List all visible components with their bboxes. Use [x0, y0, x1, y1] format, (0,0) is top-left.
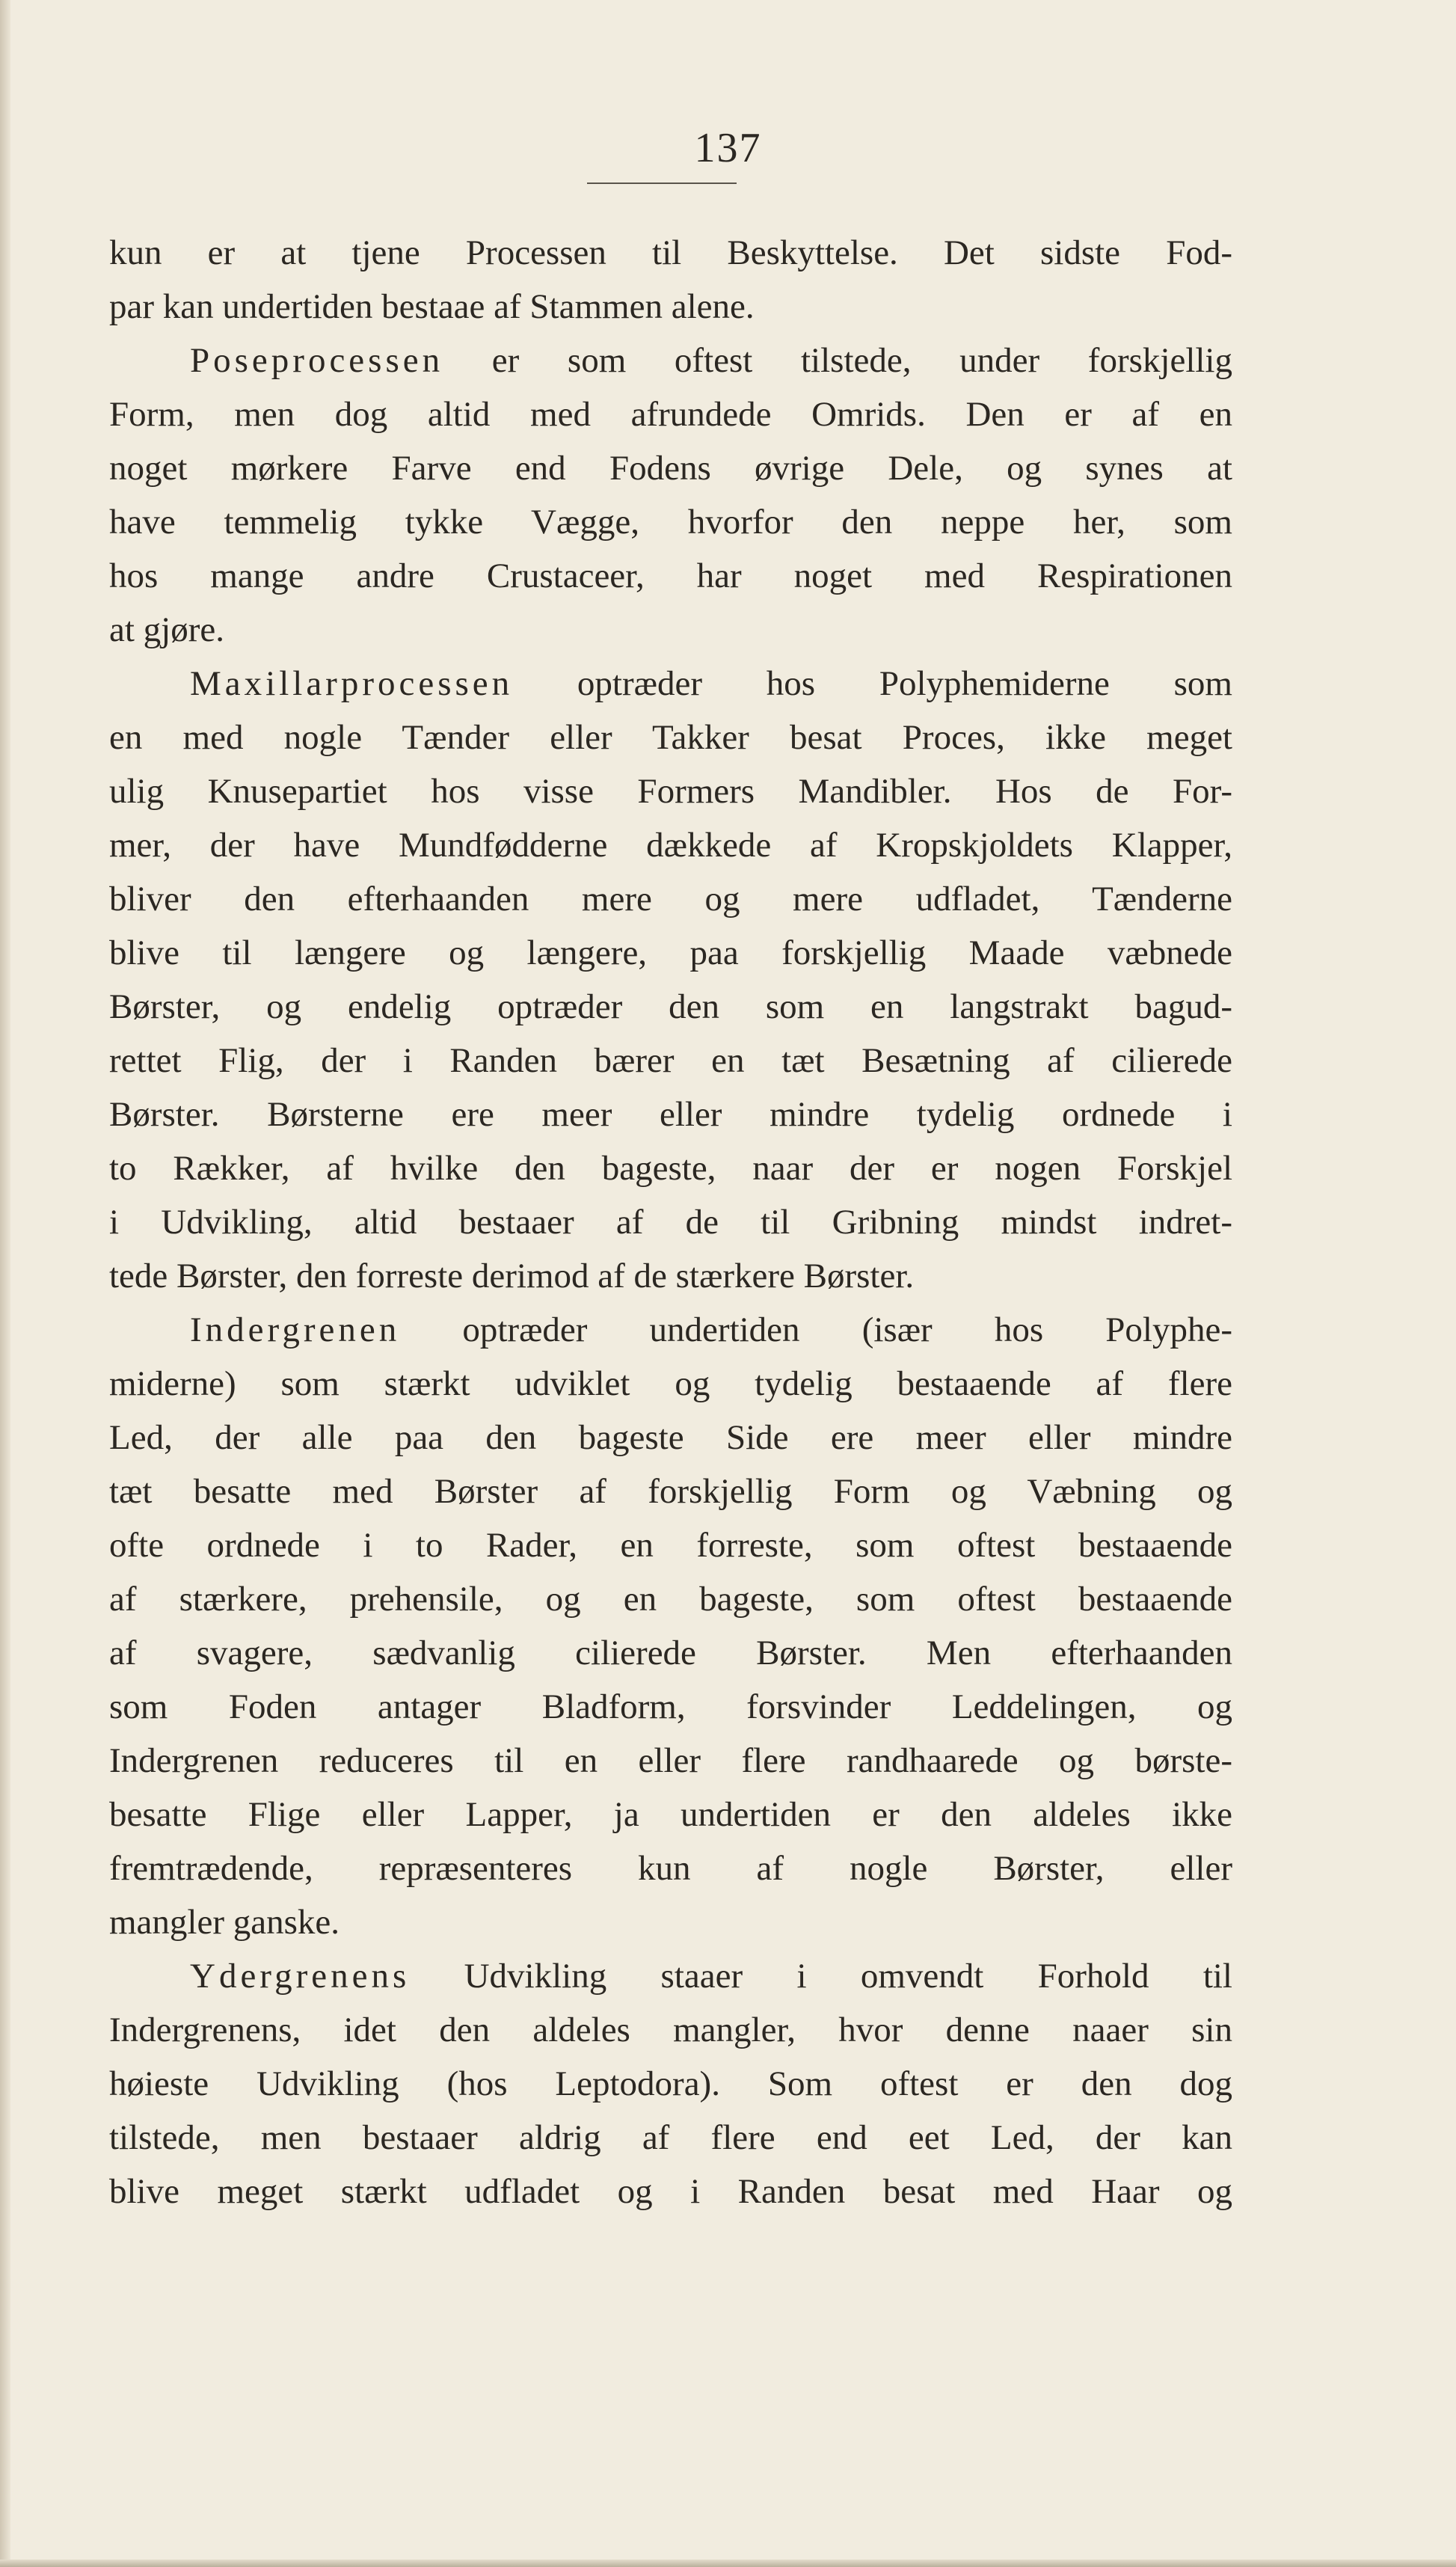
line-text: have temmelig tykke Vægge, hvorfor den neppe her, som — [109, 503, 1232, 542]
line-text: af stærkere, prehensile, og en bageste, som oftest bestaaende — [109, 1580, 1232, 1619]
text-line — [109, 1357, 1232, 1411]
line-text: i Udvikling, altid bestaaer af de til Gribning mindst indret- — [109, 1203, 1232, 1242]
text-line — [109, 2111, 1232, 2165]
text-line — [109, 872, 1232, 926]
body-text — [109, 226, 1232, 2218]
spaced-term: Poseprocessen — [190, 341, 444, 380]
text-line — [109, 1680, 1232, 1734]
line-text: besatte Flige eller Lapper, ja undertiden er den aldeles ikke — [109, 1795, 1232, 1834]
text-line — [109, 2003, 1232, 2057]
line-text: par kan undertiden bestaae af Stammen alene. — [109, 287, 755, 326]
text-line — [109, 818, 1232, 872]
line-text: ofte ordnede i to Rader, en forreste, som oftest bestaaende — [109, 1526, 1232, 1565]
line-text: Børster, og endelig optræder den som en langstrakt bagud- — [109, 987, 1232, 1026]
text-line — [109, 1518, 1232, 1572]
line-text: tæt besatte med Børster af forskjellig Form og Væbning og — [109, 1472, 1232, 1511]
line-text: blive til længere og længere, paa forskjellig Maade væbnede — [109, 933, 1232, 972]
text-line — [109, 334, 1232, 387]
line-text: Indergrenen reduceres til en eller flere randhaarede og børste- — [109, 1741, 1232, 1780]
text-line — [109, 2165, 1232, 2218]
paragraph — [109, 334, 1232, 657]
page-number: 137 — [694, 125, 762, 171]
line-text: miderne) som stærkt udviklet og tydelig bestaaende af flere — [109, 1364, 1232, 1403]
text-line — [109, 764, 1232, 818]
text-line — [109, 1895, 1232, 1949]
text-line — [109, 657, 1232, 711]
text-line — [109, 2057, 1232, 2111]
line-text: Børster. Børsterne ere meer eller mindre tydelig ordnede i — [109, 1095, 1232, 1134]
line-text: blive meget stærkt udfladet og i Randen besat med Haar og — [109, 2172, 1232, 2211]
line-text: tilstede, men bestaaer aldrig af flere end eet Led, der kan — [109, 2118, 1232, 2157]
line-text: Indergrenens, idet den aldeles mangler, hvor denne naaer sin — [109, 2011, 1232, 2049]
text-line — [109, 711, 1232, 764]
line-text: hos mange andre Crustaceer, har noget med Respirationen — [109, 556, 1232, 595]
text-line — [109, 1249, 1232, 1303]
text-line — [109, 1411, 1232, 1465]
spaced-term: Maxillarprocessen — [190, 664, 514, 703]
line-text: optræder hos Polyphemiderne som — [513, 664, 1232, 703]
text-line — [109, 226, 1232, 280]
text-line — [109, 280, 1232, 334]
page-edge — [0, 0, 10, 2567]
line-text: Led, der alle paa den bageste Side ere meer eller mindre — [109, 1418, 1232, 1457]
line-text: optræder undertiden (især hos Polyphe- — [400, 1310, 1232, 1349]
paragraph — [109, 1303, 1232, 1949]
text-line — [109, 1465, 1232, 1518]
line-text: som Foden antager Bladform, forsvinder Leddelingen, og — [109, 1687, 1232, 1726]
text-line — [109, 980, 1232, 1034]
line-text: bliver den efterhaanden mere og mere udfladet, Tænderne — [109, 880, 1232, 918]
line-text: kun er at tjene Processen til Beskyttelse. Det sidste Fod- — [109, 233, 1232, 272]
text-line — [109, 1734, 1232, 1788]
line-text: er som oftest tilstede, under forskjellig — [443, 341, 1232, 380]
text-line — [109, 603, 1232, 657]
paragraph — [109, 657, 1232, 1303]
text-line — [109, 1949, 1232, 2003]
line-text: fremtrædende, repræsenteres kun af nogle Børster, eller — [109, 1849, 1232, 1888]
line-text: høieste Udvikling (hos Leptodora). Som oftest er den dog — [109, 2064, 1232, 2103]
spaced-term: Indergrenen — [190, 1310, 401, 1349]
page-bottom-edge — [0, 2560, 1456, 2567]
text-line — [109, 1034, 1232, 1088]
line-text: Udvikling staaer i omvendt Forhold til — [410, 1957, 1232, 1996]
spaced-term: Ydergrenens — [190, 1957, 411, 1996]
line-text: noget mørkere Farve end Fodens øvrige Dele, og synes at — [109, 449, 1232, 488]
paragraph — [109, 226, 1232, 334]
line-text: Form, men dog altid med afrundede Omrids. Den er af en — [109, 395, 1232, 434]
page-number-rule — [587, 183, 737, 184]
line-text: tede Børster, den forreste derimod af de stærkere Børster. — [109, 1257, 915, 1295]
line-text: mer, der have Mundfødderne dækkede af Kropskjoldets Klapper, — [109, 826, 1232, 865]
text-line — [109, 1626, 1232, 1680]
line-text: ulig Knusepartiet hos visse Formers Mandibler. Hos de For- — [109, 772, 1232, 811]
line-text: af svagere, sædvanlig cilierede Børster. Men efterhaanden — [109, 1634, 1232, 1672]
text-line — [109, 1841, 1232, 1895]
text-line — [109, 1195, 1232, 1249]
text-line — [109, 1788, 1232, 1841]
text-line — [109, 441, 1232, 495]
text-line — [109, 926, 1232, 980]
line-text: at gjøre. — [109, 610, 224, 649]
text-line — [109, 1088, 1232, 1141]
text-line — [109, 549, 1232, 603]
line-text: mangler ganske. — [109, 1903, 340, 1942]
line-text: rettet Flig, der i Randen bærer en tæt Besætning af cilierede — [109, 1041, 1232, 1080]
text-line — [109, 495, 1232, 549]
text-line — [109, 1572, 1232, 1626]
line-text: to Rækker, af hvilke den bageste, naar der er nogen Forskjel — [109, 1149, 1232, 1188]
line-text: en med nogle Tænder eller Takker besat Proces, ikke meget — [109, 718, 1232, 757]
text-line — [109, 1141, 1232, 1195]
text-line — [109, 1303, 1232, 1357]
paragraph — [109, 1949, 1232, 2218]
text-line — [109, 387, 1232, 441]
